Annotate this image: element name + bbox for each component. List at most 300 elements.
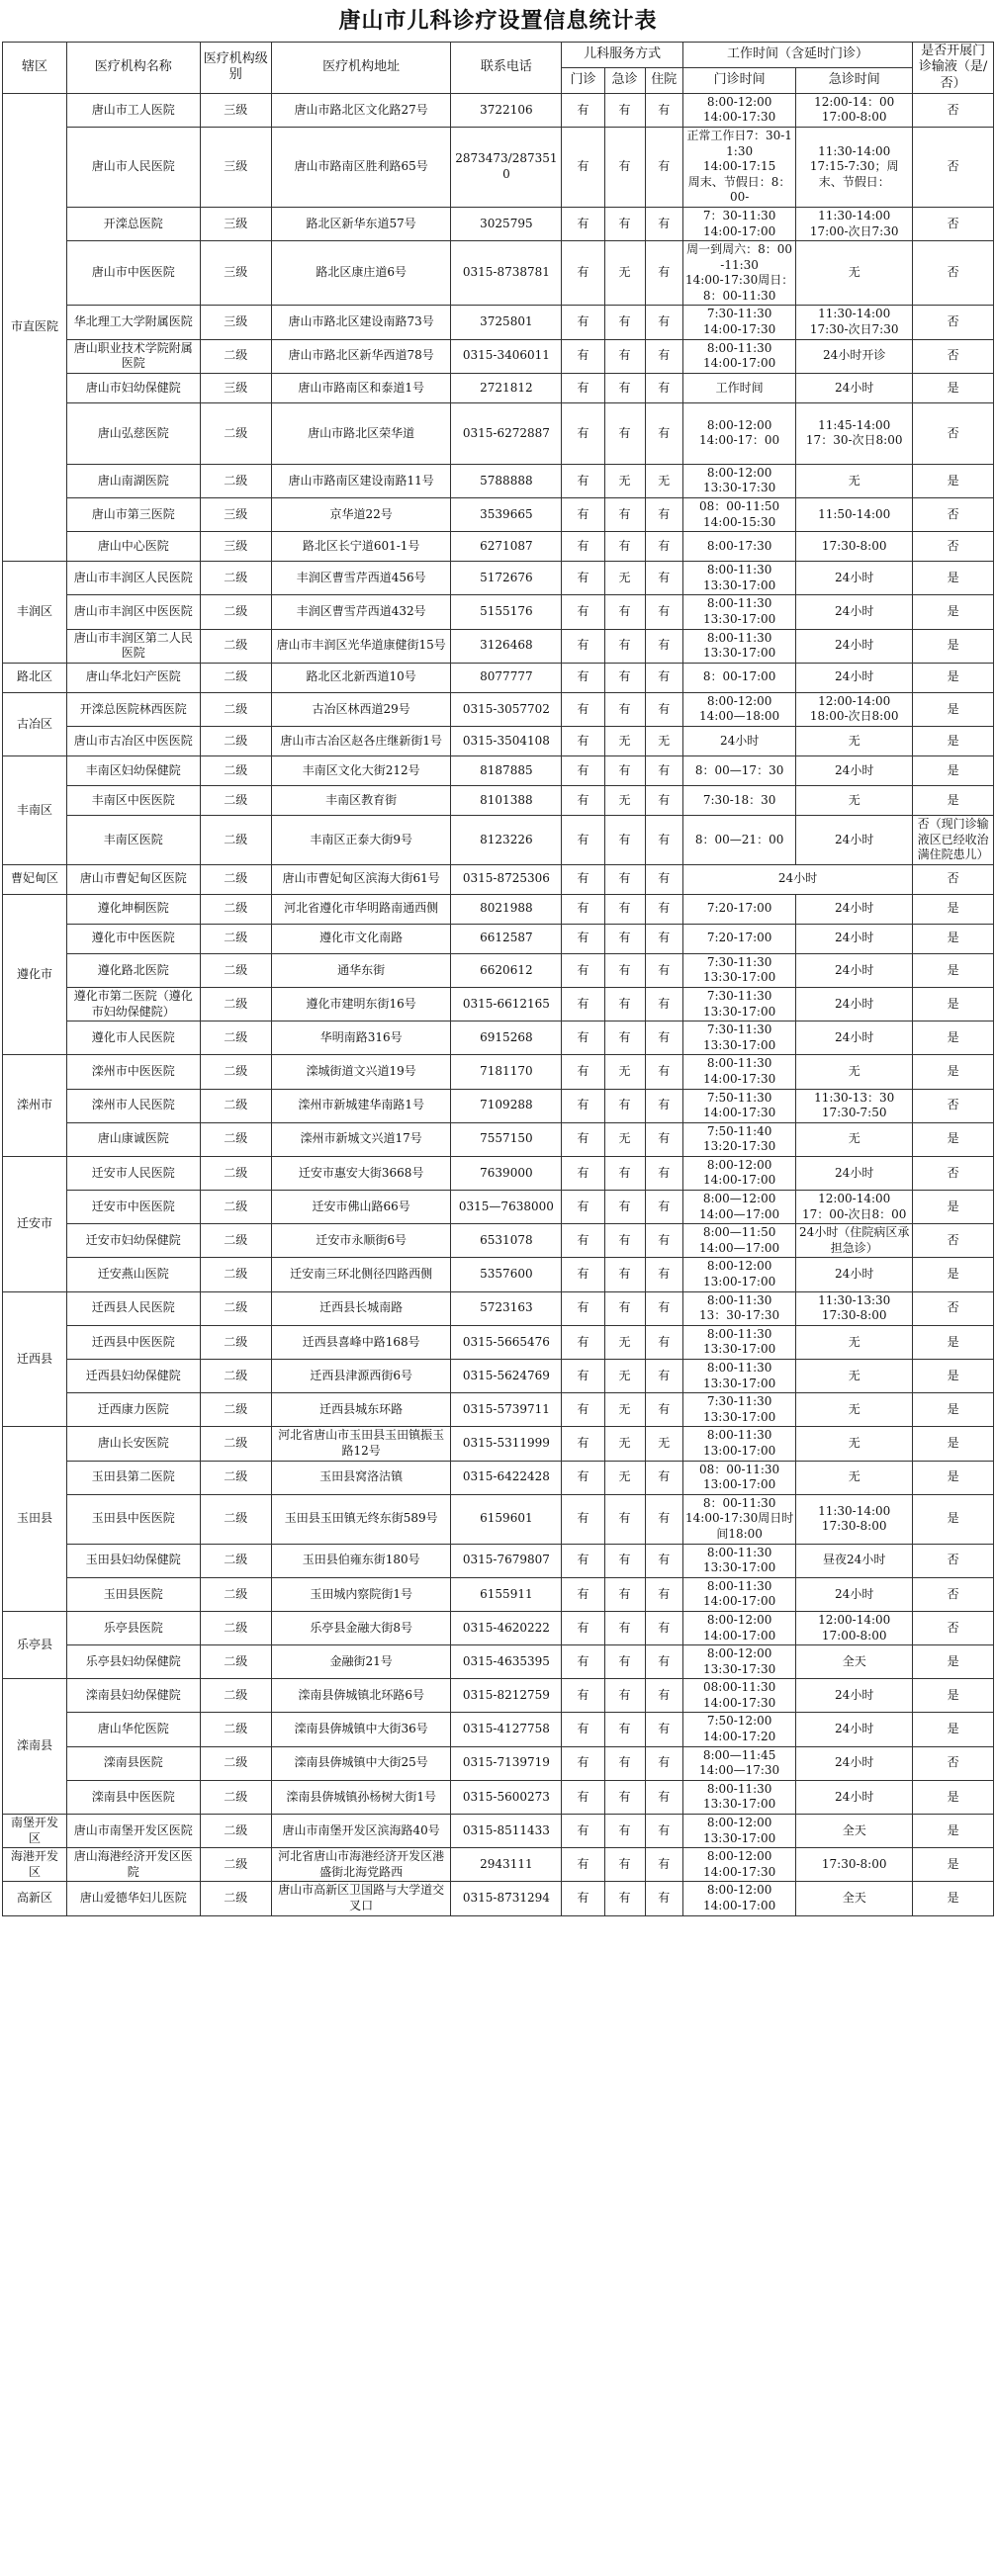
outpatient-flag: 有 [562,924,604,953]
table-row [3,924,994,953]
outpatient-flag: 有 [562,864,604,894]
hospital-phone: 6620612 [451,953,562,987]
infusion-flag: 是 [913,595,994,629]
hospital-name: 唐山爱德华妇儿医院 [66,1882,200,1915]
emergency-flag: 有 [604,532,645,562]
emergency-flag: 有 [604,1544,645,1577]
infusion-flag: 是 [913,464,994,497]
emergency-hours: 17:30-8:00 [796,1848,913,1882]
hospital-name: 华北理工大学附属医院 [66,306,200,339]
outpatient-flag: 有 [562,1055,604,1089]
infusion-flag: 是 [913,1461,994,1494]
hospital-level: 二级 [200,755,271,785]
outpatient-hours: 8:00-12:00 13:30-17:30 [682,1645,795,1679]
emergency-hours: 12:00-14:00 18:00-次日8:00 [796,692,913,726]
table-row [3,1679,994,1713]
inpatient-flag: 有 [645,1055,682,1089]
outpatient-flag: 有 [562,1360,604,1393]
emergency-flag: 有 [604,402,645,464]
outpatient-flag: 有 [562,1461,604,1494]
hospital-level: 二级 [200,464,271,497]
table-row [3,815,994,864]
emergency-flag: 有 [604,93,645,127]
table-row [3,785,994,815]
hospital-name: 丰南区妇幼保健院 [66,755,200,785]
outpatient-flag: 有 [562,93,604,127]
infusion-flag: 是 [913,1780,994,1814]
outpatient-flag: 有 [562,1156,604,1190]
emergency-flag: 有 [604,498,645,532]
hospital-address: 唐山市路北区荣华道 [271,402,451,464]
hospital-name: 唐山市妇幼保健院 [66,373,200,402]
inpatient-flag: 有 [645,924,682,953]
hospital-address: 京华道22号 [271,498,451,532]
infusion-flag: 是 [913,894,994,924]
hospital-address: 迁西县长城南路 [271,1291,451,1325]
infusion-flag: 否 [913,1577,994,1611]
hospital-phone: 5155176 [451,595,562,629]
emergency-hours: 24小时 [796,629,913,663]
hospital-name: 迁西县人民医院 [66,1291,200,1325]
inpatient-flag: 有 [645,953,682,987]
emergency-flag: 有 [604,339,645,373]
inpatient-flag: 有 [645,127,682,207]
emergency-hours: 全天 [796,1815,913,1848]
hospital-address: 滦南县倴城镇中大街36号 [271,1713,451,1746]
hospital-level: 二级 [200,1191,271,1224]
hospital-phone: 6271087 [451,532,562,562]
outpatient-flag: 有 [562,1780,604,1814]
outpatient-flag: 有 [562,1325,604,1359]
district-cell: 高新区 [3,1882,67,1915]
infusion-flag: 是 [913,1055,994,1089]
emergency-flag: 有 [604,1713,645,1746]
hospital-address: 玉田县窝洛沽镇 [271,1461,451,1494]
outpatient-hours: 8:00-11:30 13:30-17:00 [682,1325,795,1359]
hospital-level: 二级 [200,1156,271,1190]
table-row [3,1815,994,1848]
hospital-phone: 5723163 [451,1291,562,1325]
infusion-flag: 是 [913,1122,994,1156]
infusion-flag: 否 [913,241,994,306]
outpatient-flag: 有 [562,1848,604,1882]
header-phone: 联系电话 [451,43,562,94]
outpatient-flag: 有 [562,1022,604,1055]
outpatient-hours: 8:00-11:30 14:00-17:30 [682,1055,795,1089]
inpatient-flag: 有 [645,241,682,306]
hospital-phone: 0315-4635395 [451,1645,562,1679]
outpatient-hours: 8:00-11:30 13:30-17:00 [682,1544,795,1577]
hospital-name: 乐亭县妇幼保健院 [66,1645,200,1679]
hospital-name: 遵化市中医医院 [66,924,200,953]
hospital-address: 丰润区曹雪芹西道456号 [271,562,451,595]
hospital-name: 唐山海港经济开发区医院 [66,1848,200,1882]
outpatient-flag: 有 [562,1882,604,1915]
emergency-flag: 有 [604,1156,645,1190]
outpatient-hours: 8:00-12:00 14:00-17:00 [682,1156,795,1190]
emergency-flag: 有 [604,1679,645,1713]
hospital-phone: 0315—7638000 [451,1191,562,1224]
outpatient-hours: 8:00-12:00 14:00-17:30 [682,1848,795,1882]
infusion-flag: 是 [913,1360,994,1393]
hospital-name: 唐山市南堡开发区医院 [66,1815,200,1848]
outpatient-hours: 7:50-12:00 14:00-17:20 [682,1713,795,1746]
hospital-level: 二级 [200,1427,271,1461]
table-row [3,1882,994,1915]
hospital-name: 开滦总医院林西医院 [66,692,200,726]
table-row [3,1848,994,1882]
inpatient-flag: 有 [645,339,682,373]
hospital-level: 二级 [200,864,271,894]
emergency-flag: 无 [604,1393,645,1427]
hospital-level: 二级 [200,924,271,953]
infusion-flag: 是 [913,629,994,663]
emergency-flag: 有 [604,1577,645,1611]
header-outpatient: 门诊 [562,67,604,93]
infusion-flag: 是 [913,785,994,815]
hospital-address: 河北省唐山市海港经济开发区港盛街北海党路西 [271,1848,451,1882]
outpatient-hours: 8:00-12:00 13:30-17:30 [682,464,795,497]
infusion-flag: 否 [913,1746,994,1780]
hospital-phone: 0315-6612165 [451,987,562,1021]
emergency-flag: 有 [604,1494,645,1544]
hospital-name: 唐山市丰润区中医医院 [66,595,200,629]
hospital-address: 唐山市曹妃甸区滨海大街61号 [271,864,451,894]
hospital-address: 迁西县城东环路 [271,1393,451,1427]
district-cell: 南堡开发区 [3,1815,67,1848]
emergency-hours: 11:30-13:30 17:30-8:00 [796,1291,913,1325]
inpatient-flag: 有 [645,629,682,663]
inpatient-flag: 无 [645,1427,682,1461]
inpatient-flag: 有 [645,987,682,1021]
hospital-level: 二级 [200,1848,271,1882]
emergency-hours: 无 [796,726,913,755]
infusion-flag: 否 [913,532,994,562]
emergency-flag: 有 [604,127,645,207]
hospital-level: 三级 [200,306,271,339]
emergency-flag: 无 [604,1461,645,1494]
hospital-level: 三级 [200,207,271,240]
hospital-name: 玉田县第二医院 [66,1461,200,1494]
table-row [3,1611,994,1644]
hospital-address: 金融街21号 [271,1645,451,1679]
table-body [3,93,994,1915]
inpatient-flag: 有 [645,1360,682,1393]
infusion-flag: 是 [913,1191,994,1224]
outpatient-hours: 8:00-11:30 13:30-17:00 [682,1780,795,1814]
hospital-phone: 0315-3504108 [451,726,562,755]
outpatient-flag: 有 [562,755,604,785]
hospital-level: 二级 [200,629,271,663]
hospital-phone: 7639000 [451,1156,562,1190]
hospital-address: 唐山市高新区卫国路与大学道交叉口 [271,1882,451,1915]
inpatient-flag: 有 [645,373,682,402]
inpatient-flag: 有 [645,306,682,339]
emergency-flag: 无 [604,1360,645,1393]
inpatient-flag: 无 [645,726,682,755]
inpatient-flag: 有 [645,1577,682,1611]
hospital-phone: 0315-7679807 [451,1544,562,1577]
emergency-hours: 11:30-14:00 17:30-次日7:30 [796,306,913,339]
emergency-flag: 有 [604,1611,645,1644]
outpatient-flag: 有 [562,629,604,663]
emergency-hours: 24小时 [796,373,913,402]
outpatient-flag: 有 [562,1122,604,1156]
outpatient-hours: 7:30-11:30 14:00-17:30 [682,306,795,339]
table-row [3,1577,994,1611]
outpatient-flag: 有 [562,1611,604,1644]
hospital-phone: 7109288 [451,1089,562,1122]
table-row [3,339,994,373]
hospital-level: 二级 [200,1089,271,1122]
hospital-level: 二级 [200,595,271,629]
inpatient-flag: 有 [645,1815,682,1848]
hospital-level: 二级 [200,1022,271,1055]
table-row [3,207,994,240]
page-title: 唐山市儿科诊疗设置信息统计表 [338,8,658,34]
district-cell: 海港开发区 [3,1848,67,1882]
outpatient-hours: 8:00—11:45 14:00—17:30 [682,1746,795,1780]
inpatient-flag: 有 [645,595,682,629]
hospital-level: 二级 [200,1882,271,1915]
emergency-flag: 有 [604,1815,645,1848]
stats-table-container [2,42,994,1916]
hospital-phone: 0315-6272887 [451,402,562,464]
inpatient-flag: 有 [645,864,682,894]
outpatient-hours: 8：00-11:30 14:00-17:30周日时间18:00 [682,1494,795,1544]
hospital-name: 玉田县中医医院 [66,1494,200,1544]
hospital-phone: 0315-7139719 [451,1746,562,1780]
outpatient-flag: 有 [562,1494,604,1544]
outpatient-flag: 有 [562,1258,604,1291]
infusion-flag: 是 [913,1645,994,1679]
hospital-phone: 0315-3406011 [451,339,562,373]
table-row [3,1427,994,1461]
emergency-hours: 昼夜24小时 [796,1544,913,1577]
inpatient-flag: 有 [645,1089,682,1122]
table-row [3,595,994,629]
table-row [3,1122,994,1156]
emergency-hours: 11:30-14:00 17:15-7:30；周末、节假日： [796,127,913,207]
inpatient-flag: 有 [645,815,682,864]
emergency-flag: 有 [604,1645,645,1679]
hospital-level: 二级 [200,1461,271,1494]
inpatient-flag: 有 [645,402,682,464]
outpatient-flag: 有 [562,1746,604,1780]
hospital-address: 唐山市丰润区光华道康健街15号 [271,629,451,663]
district-cell: 玉田县 [3,1427,67,1612]
hospital-phone: 0315-6422428 [451,1461,562,1494]
table-row [3,1393,994,1427]
inpatient-flag: 有 [645,1848,682,1882]
hospital-level: 二级 [200,894,271,924]
hospital-level: 二级 [200,1055,271,1089]
district-cell: 丰润区 [3,562,67,664]
hospital-level: 二级 [200,1815,271,1848]
hospital-level: 二级 [200,562,271,595]
emergency-hours: 24小时 [796,1679,913,1713]
infusion-flag: 否（现门诊输液区已经收治满住院患儿） [913,815,994,864]
infusion-flag: 是 [913,1022,994,1055]
infusion-flag: 否 [913,1611,994,1644]
inpatient-flag: 有 [645,1713,682,1746]
hospital-name: 遵化坤桐医院 [66,894,200,924]
outpatient-hours: 8:00-12:00 13:30-17:00 [682,1815,795,1848]
hospital-level: 二级 [200,339,271,373]
outpatient-hours: 08：00-11:30 13:00-17:00 [682,1461,795,1494]
emergency-hours: 24小时（住院病区承担急诊） [796,1224,913,1258]
header-service-group: 儿科服务方式 [562,43,683,68]
infusion-flag: 否 [913,1089,994,1122]
hospital-level: 二级 [200,1325,271,1359]
emergency-hours: 12:00-14：00 17:00-8:00 [796,93,913,127]
emergency-flag: 有 [604,1258,645,1291]
hospital-phone: 0315-5624769 [451,1360,562,1393]
emergency-hours: 24小时 [796,924,913,953]
hospital-phone: 0315-5665476 [451,1325,562,1359]
table-row [3,1780,994,1814]
hospital-address: 玉田县玉田镇无终东街589号 [271,1494,451,1544]
inpatient-flag: 有 [645,663,682,692]
emergency-flag: 有 [604,663,645,692]
hospital-name: 唐山南湖医院 [66,464,200,497]
table-row [3,127,994,207]
hospital-name: 开滦总医院 [66,207,200,240]
emergency-hours: 全天 [796,1645,913,1679]
inpatient-flag: 有 [645,1258,682,1291]
inpatient-flag: 有 [645,1325,682,1359]
outpatient-flag: 有 [562,987,604,1021]
hospital-phone: 8101388 [451,785,562,815]
outpatient-flag: 有 [562,127,604,207]
inpatient-flag: 有 [645,1291,682,1325]
header-hours-group: 工作时间（含延时门诊） [682,43,912,68]
table-row [3,1645,994,1679]
emergency-flag: 有 [604,1022,645,1055]
outpatient-hours: 工作时间 [682,373,795,402]
hospital-phone: 0315-5739711 [451,1393,562,1427]
hospital-address: 丰南区正泰大街9号 [271,815,451,864]
emergency-hours: 24小时 [796,1156,913,1190]
inpatient-flag: 有 [645,1224,682,1258]
hospital-name: 唐山市人民医院 [66,127,200,207]
emergency-flag: 有 [604,207,645,240]
header-address: 医疗机构地址 [271,43,451,94]
emergency-hours: 无 [796,1055,913,1089]
table-row [3,987,994,1021]
infusion-flag: 是 [913,1679,994,1713]
hospital-level: 二级 [200,1122,271,1156]
inpatient-flag: 有 [645,1494,682,1544]
hospital-level: 三级 [200,498,271,532]
outpatient-hours: 08:00-11:30 14:00-17:30 [682,1679,795,1713]
hospital-level: 三级 [200,127,271,207]
header-emergency-hours: 急诊时间 [796,67,913,93]
hospital-phone: 7557150 [451,1122,562,1156]
emergency-flag: 有 [604,1191,645,1224]
outpatient-hours: 8:00-17:30 [682,532,795,562]
outpatient-flag: 有 [562,1544,604,1577]
outpatient-hours: 8:00-12:00 13:00-17:00 [682,1258,795,1291]
hospital-phone: 2721812 [451,373,562,402]
hospital-address: 唐山市路北区文化路27号 [271,93,451,127]
outpatient-flag: 有 [562,241,604,306]
hospital-address: 丰南区文化大街212号 [271,755,451,785]
hospital-level: 二级 [200,1577,271,1611]
emergency-flag: 有 [604,755,645,785]
hospital-phone: 0315-8511433 [451,1815,562,1848]
hospital-phone: 8021988 [451,894,562,924]
infusion-flag: 否 [913,339,994,373]
header-name: 医疗机构名称 [66,43,200,94]
table-row [3,726,994,755]
inpatient-flag: 有 [645,207,682,240]
emergency-hours: 无 [796,1393,913,1427]
outpatient-hours: 7:30-11:30 13:30-17:00 [682,987,795,1021]
hospital-phone: 2873473/2873510 [451,127,562,207]
infusion-flag: 是 [913,1494,994,1544]
emergency-hours: 11:50-14:00 [796,498,913,532]
emergency-hours: 24小时 [796,595,913,629]
infusion-flag: 是 [913,726,994,755]
infusion-flag: 是 [913,953,994,987]
inpatient-flag: 有 [645,562,682,595]
infusion-flag: 否 [913,1291,994,1325]
table-row [3,402,994,464]
table-row [3,1055,994,1089]
table-header [3,43,994,94]
outpatient-hours: 24小时 [682,864,912,894]
outpatient-flag: 有 [562,464,604,497]
district-cell: 市直医院 [3,93,67,561]
emergency-flag: 有 [604,373,645,402]
outpatient-hours: 8:00-11:30 13:30-17:00 [682,629,795,663]
hospital-level: 二级 [200,663,271,692]
hospital-name: 遵化路北医院 [66,953,200,987]
hospital-level: 二级 [200,1679,271,1713]
emergency-hours: 24小时 [796,663,913,692]
hospital-level: 三级 [200,373,271,402]
hospital-address: 河北省遵化市华明路南通西侧 [271,894,451,924]
table-row [3,498,994,532]
hospital-phone: 0315-4127758 [451,1713,562,1746]
table-row [3,1360,994,1393]
emergency-hours: 全天 [796,1882,913,1915]
outpatient-hours: 周一到周六：8：00-11:30 14:00-17:30周日： 8：00-11:30 [682,241,795,306]
hospital-address: 路北区北新西道10号 [271,663,451,692]
outpatient-hours: 24小时 [682,726,795,755]
table-row [3,894,994,924]
infusion-flag: 是 [913,1815,994,1848]
table-row [3,755,994,785]
district-cell: 遵化市 [3,894,67,1055]
district-cell: 古冶区 [3,692,67,755]
hospital-name: 遵化市人民医院 [66,1022,200,1055]
inpatient-flag: 有 [645,894,682,924]
hospital-address: 迁安市永顺街6号 [271,1224,451,1258]
hospital-name: 迁西县妇幼保健院 [66,1360,200,1393]
hospital-phone: 6531078 [451,1224,562,1258]
outpatient-hours: 8：00-17:00 [682,663,795,692]
hospital-level: 二级 [200,1611,271,1644]
hospital-phone: 7181170 [451,1055,562,1089]
outpatient-flag: 有 [562,373,604,402]
outpatient-hours: 7：30-11:30 14:00-17:00 [682,207,795,240]
infusion-flag: 是 [913,1882,994,1915]
hospital-address: 滦南县倴城镇中大街25号 [271,1746,451,1780]
outpatient-hours: 08：00-11:50 14:00-15:30 [682,498,795,532]
hospital-address: 河北省唐山市玉田县玉田镇振玉路12号 [271,1427,451,1461]
